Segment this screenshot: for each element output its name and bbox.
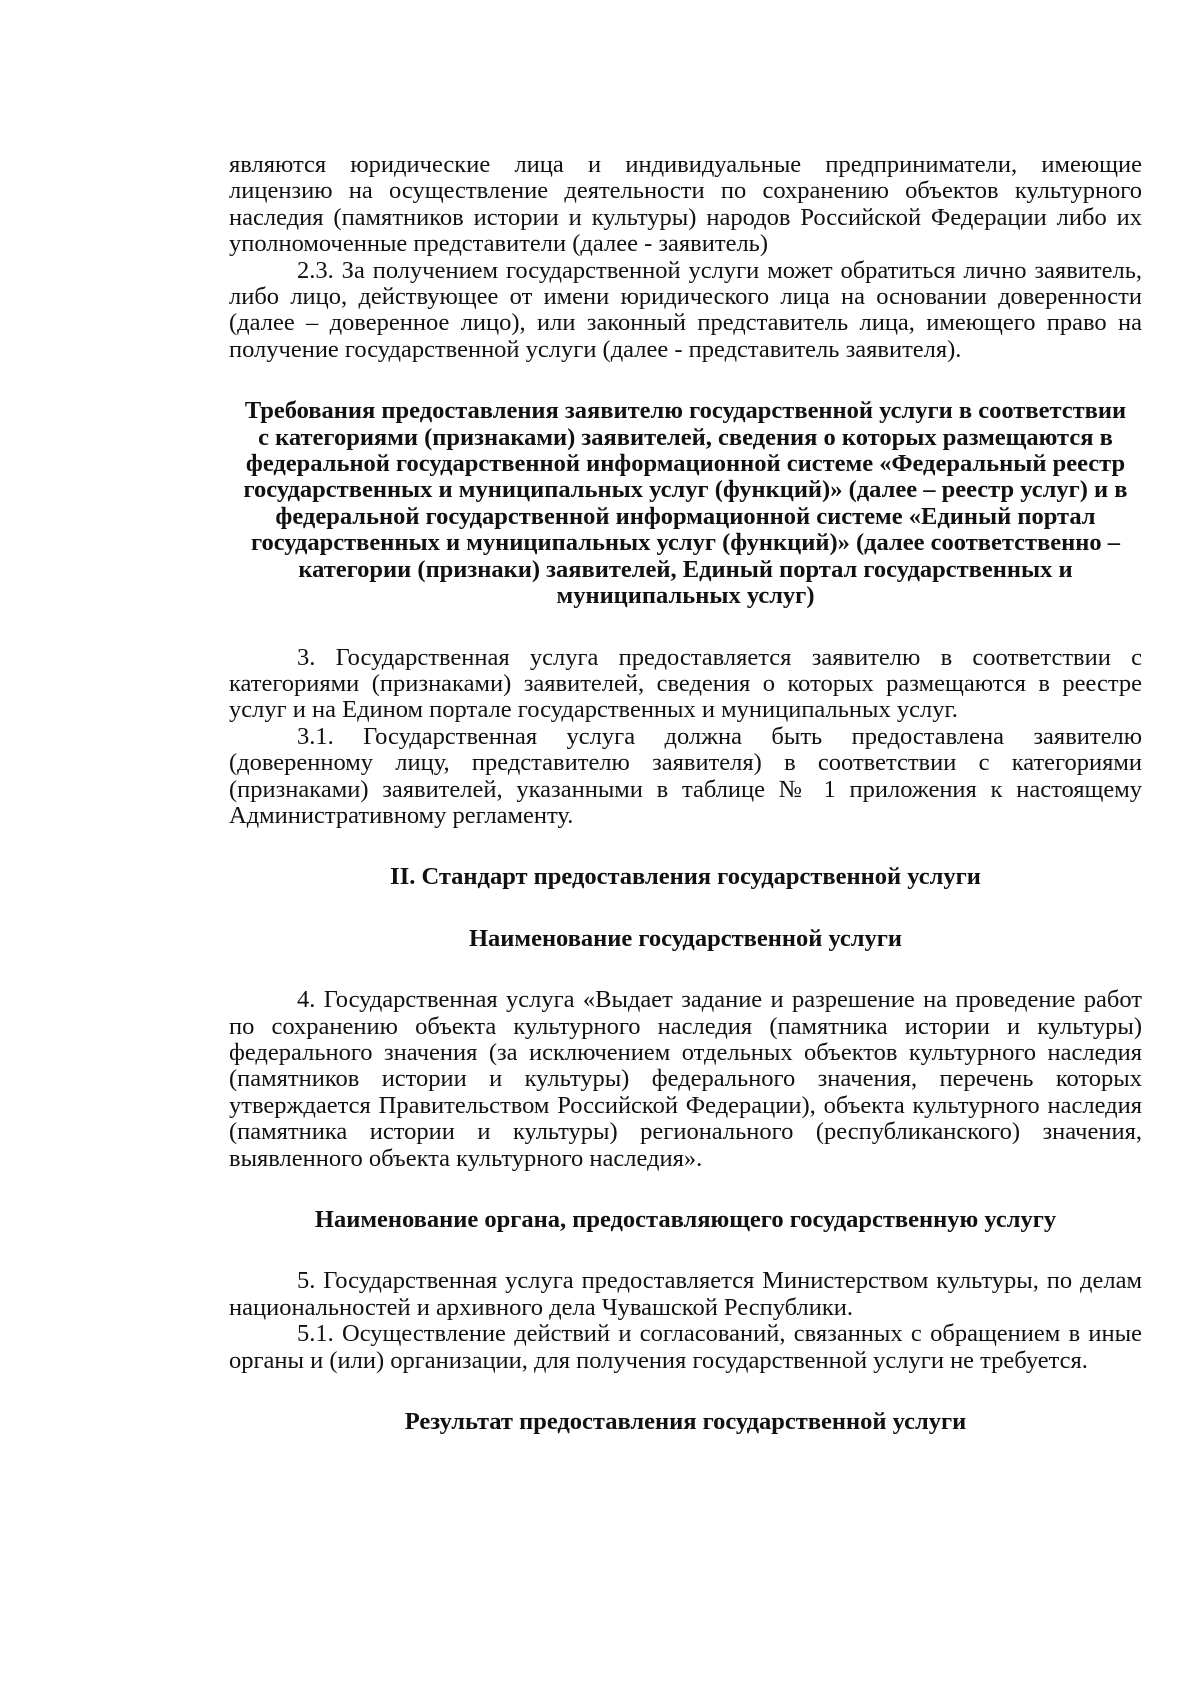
heading-service-name: Наименование государственной услуги bbox=[468, 924, 903, 952]
paragraph-3: 3. Государственная услуга предоставляется заявителю в соответствии с категориями (признаками) заявителей, сведения о которых размещаются в реестре услуг и на Едином портале государственных и муниципальных услуг. bbox=[229, 643, 1142, 724]
paragraph-2-3: 2.3. За получением государственной услуги может обратиться лично заявитель, либо лицо, действующее от имени юридического лица на основании доверенности (далее – доверенное лицо), или законный представитель лица, имеющего право на получение государственной услуги (далее - представитель заявителя). bbox=[229, 256, 1142, 363]
heading-authority-name: Наименование органа, предоставляющего государственную услугу bbox=[314, 1206, 1057, 1233]
heading-result: Результат предоставления государственной услуги bbox=[404, 1408, 967, 1436]
paragraph-4: 4. Государственная услуга «Выдает задание и разрешение на проведение работ по сохранению объекта культурного наследия (памятника истории и культуры) федерального значения (за исключением отдельных объектов культурного наследия (памятников истории и культуры) федерального значения, перечень которых утверждается Правительством Российской Федерации), объекта культурного наследия (памятника истории и культуры) регионального (республиканского) значения, выявленного объекта культурного наследия». bbox=[229, 986, 1142, 1172]
document-page bbox=[229, 152, 1142, 1470]
paragraph-5-1: 5.1. Осуществление действий и согласований, связанных с обращением в иные органы и (или) организации, для получения государственной услуги не требуется. bbox=[229, 1320, 1142, 1374]
heading-service-name-block bbox=[229, 926, 1142, 952]
heading-requirements: Требования предоставления заявителю государственной услуги в соответствии с категориями (признаками) заявителей, сведения о которых размещаются в федеральной государственной информационной системе «Федеральный реестр государственных и муниципальных услуг (функций)» (далее – реестр услуг) и в федеральной государственной информационной системе «Единый портал государственных и муниципальных услуг (функций)» (далее соответственно – категории (признаки) заявителей, Единый портал государственных и муниципальных услуг) bbox=[243, 397, 1128, 610]
paragraph-3-1: 3.1. Государственная услуга должна быть предоставлена заявителю (доверенному лицу, представителю заявителя) в соответствии с категориями (признаками) заявителей, указанными в таблице № 1 приложения к настоящему Административному регламенту. bbox=[229, 722, 1142, 829]
paragraph-5: 5. Государственная услуга предоставляется Министерством культуры, по делам национальностей и архивного дела Чувашской Республики. bbox=[229, 1267, 1142, 1321]
heading-result-block bbox=[229, 1409, 1142, 1435]
heading-section2-block bbox=[229, 864, 1142, 890]
heading-authority-block bbox=[229, 1207, 1142, 1233]
heading-requirements-block bbox=[229, 398, 1142, 609]
paragraph-applicants: являются юридические лица и индивидуальные предприниматели, имеющие лицензию на осуществление деятельности по сохранению объектов культурного наследия (памятников истории и культуры) народов Российской Федерации либо их уполномоченные представители (далее - заявитель) bbox=[229, 151, 1142, 258]
heading-section-2: II. Стандарт предоставления государственной услуги bbox=[390, 863, 981, 891]
